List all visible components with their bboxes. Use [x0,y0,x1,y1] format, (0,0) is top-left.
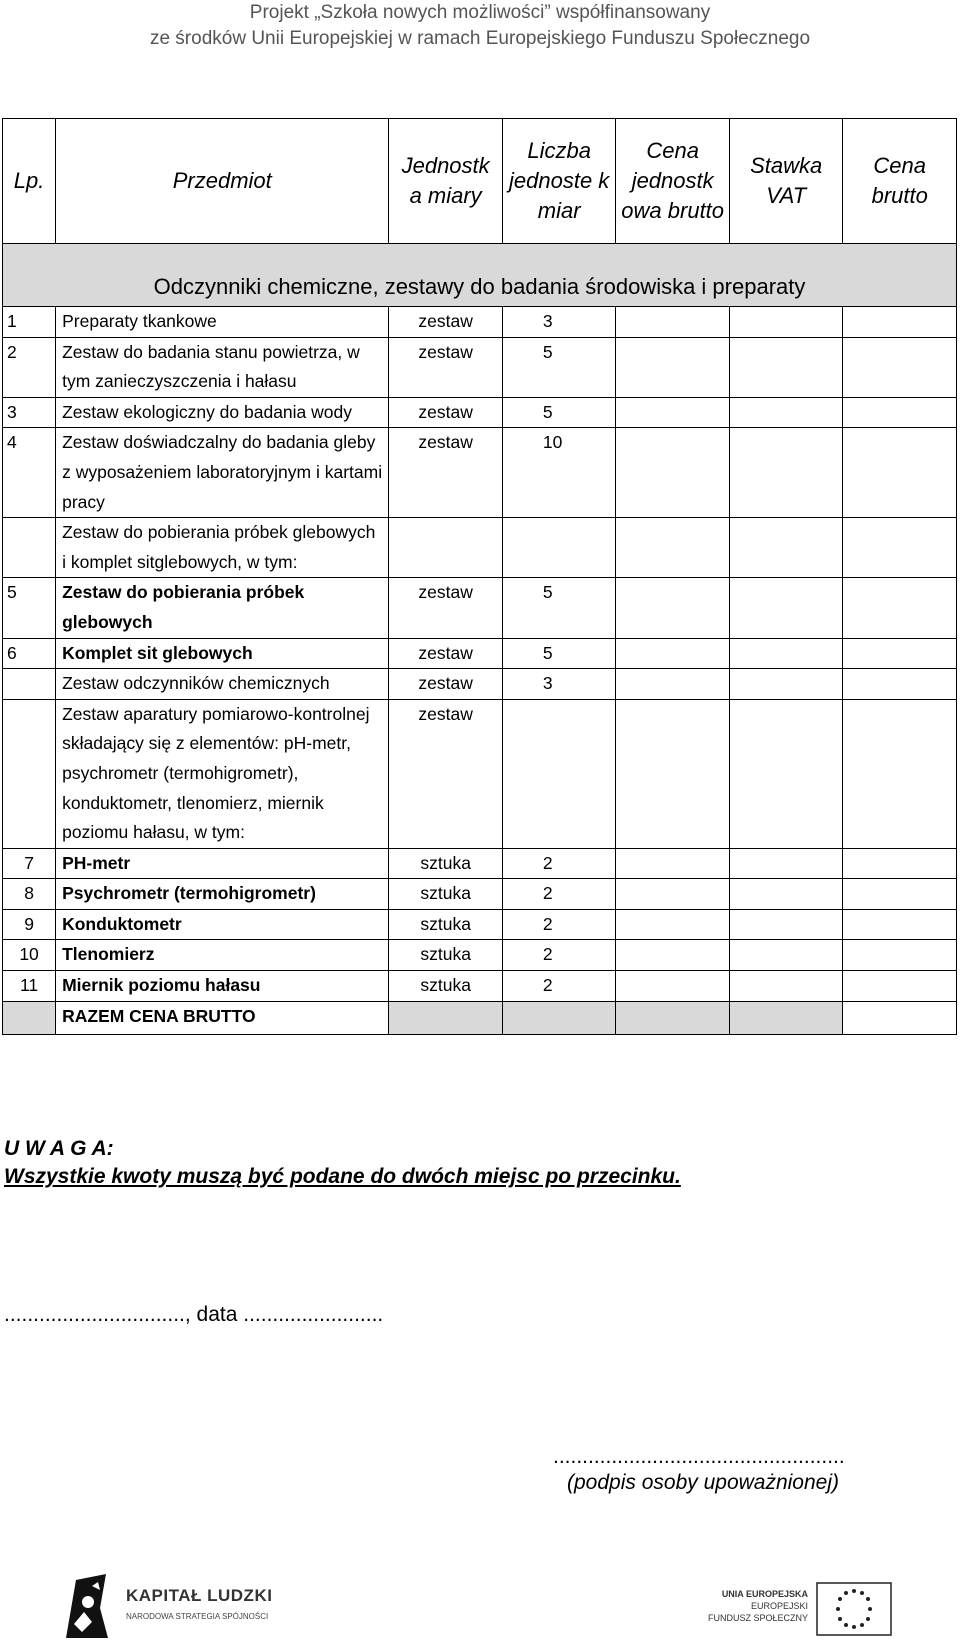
cell-empty [616,638,730,669]
table-row [3,940,957,971]
cell-lp: 6 [3,638,56,669]
cell-empty [729,879,843,910]
table-row [3,578,957,638]
cell-qty: 2 [502,971,616,1002]
date-line: ..............................., data ........................ [4,1303,384,1326]
table-row [3,699,957,848]
total-row [3,1001,957,1034]
cell-empty [729,940,843,971]
cell-empty [729,848,843,879]
eu-logo [700,1582,950,1642]
cell-empty [729,578,843,638]
cell-qty: 2 [502,879,616,910]
cell-lp: 8 [3,879,56,910]
cell-empty [616,971,730,1002]
cell-qty: 2 [502,940,616,971]
table-row [3,337,957,397]
cell-empty [616,879,730,910]
cell-qty: 5 [502,638,616,669]
cell-empty [729,699,843,848]
cell-empty [729,971,843,1002]
header-line-2: ze środków Unii Europejskiej w ramach Europejskiego Funduszu Społecznego [149,28,811,49]
cell-empty [843,578,957,638]
cell-empty [616,337,730,397]
col-header-gross: Cena brutto [843,119,957,244]
col-header-vat: Stawka VAT [729,119,843,244]
header-line-1: Projekt „Szkoła nowych możliwości” współfinansowany [249,2,711,23]
cell-empty [729,397,843,428]
table-row [3,669,957,700]
cell-empty [616,397,730,428]
table-header-row [3,119,957,244]
cell-qty: 2 [502,848,616,879]
note-title: U W A G A: [4,1137,114,1160]
cell-item: Zestaw do pobierania próbek glebowych [56,578,389,638]
cell-empty [616,699,730,848]
cell-empty [729,518,843,578]
cell-lp: 7 [3,848,56,879]
table-row [3,909,957,940]
cell-lp [3,669,56,700]
col-header-lp: Lp. [3,119,56,244]
eu-logo-line-3: FUNDUSZ SPOŁECZNY [707,1613,808,1623]
logo-left-title: KAPITAŁ LUDZKI [126,1586,273,1605]
signature-label: (podpis osoby upoważnionej) [567,1471,840,1494]
cell-empty [843,848,957,879]
cell-empty [843,699,957,848]
cell-empty [616,518,730,578]
cell-lp: 3 [3,397,56,428]
cell-empty [616,428,730,518]
cell-lp [3,518,56,578]
cell-item: PH-metr [56,848,389,879]
cell-empty [843,337,957,397]
cell-empty [843,397,957,428]
cell-unit: zestaw [389,428,503,518]
cell-item: Zestaw ekologiczny do badania wody [56,397,389,428]
section-title: Odczynniki chemiczne, zestawy do badania środowiska i preparaty [3,244,957,307]
cell-unit: zestaw [389,699,503,848]
cell-empty [502,1001,616,1034]
cell-empty [729,669,843,700]
table-row [3,307,957,338]
cell-unit: sztuka [389,879,503,910]
cell-unit [389,518,503,578]
cell-empty [729,307,843,338]
cell-empty [3,1001,56,1034]
cell-item: Zestaw odczynników chemicznych [56,669,389,700]
table-row [3,397,957,428]
cell-lp: 2 [3,337,56,397]
eu-logo-line-2: EUROPEJSKI [750,1601,808,1611]
cell-unit: sztuka [389,909,503,940]
cell-qty: 5 [502,337,616,397]
cell-lp: 4 [3,428,56,518]
cell-empty [843,909,957,940]
cell-item: Miernik poziomu hałasu [56,971,389,1002]
cell-empty [616,909,730,940]
col-header-qty: Liczba jednoste k miar [502,119,616,244]
col-header-item: Przedmiot [56,119,389,244]
kapital-ludzki-emblem-icon [62,1572,112,1640]
cell-empty [843,940,957,971]
section-row [3,244,957,307]
cell-item: Psychrometr (termohigrometr) [56,879,389,910]
cell-item: Zestaw do badania stanu powietrza, w tym zanieczyszczenia i hałasu [56,337,389,397]
cell-unit: sztuka [389,971,503,1002]
total-value-cell [843,1001,957,1034]
cell-empty [616,1001,730,1034]
cell-empty [616,669,730,700]
eu-logo-text [700,1588,808,1624]
cell-empty [616,848,730,879]
cell-qty: 3 [502,307,616,338]
cell-item: Zestaw aparatury pomiarowo-kontrolnej składający się z elementów: pH-metr, psychrometr (termohigrometr), konduktometr, tlenomierz, miernik poziomu hałasu, w tym: [56,699,389,848]
cell-empty [843,307,957,338]
cell-empty [729,909,843,940]
total-label: RAZEM CENA BRUTTO [56,1001,389,1034]
kapital-ludzki-logo [62,1572,322,1640]
cell-empty [729,337,843,397]
table-row [3,518,957,578]
table-row [3,848,957,879]
cell-unit: zestaw [389,638,503,669]
table-row [3,428,957,518]
cell-lp: 1 [3,307,56,338]
eu-flag-icon [816,1582,892,1636]
cell-empty [389,1001,503,1034]
cell-item: Komplet sit glebowych [56,638,389,669]
eu-logo-line-1: UNIA EUROPEJSKA [721,1589,808,1599]
table-row [3,638,957,669]
cell-qty: 5 [502,397,616,428]
cell-qty: 2 [502,909,616,940]
cell-unit: zestaw [389,578,503,638]
col-header-unit-price: Cena jednostk owa brutto [616,119,730,244]
cell-empty [729,428,843,518]
cell-lp: 10 [3,940,56,971]
table-row [3,971,957,1002]
cell-lp [3,699,56,848]
cell-empty [843,518,957,578]
cell-empty [729,638,843,669]
cell-unit: zestaw [389,307,503,338]
cell-qty [502,518,616,578]
cell-empty [616,307,730,338]
col-header-unit: Jednostk a miary [389,119,503,244]
cell-empty [729,1001,843,1034]
cell-unit: zestaw [389,337,503,397]
cell-empty [843,428,957,518]
cell-lp: 11 [3,971,56,1002]
logo-left-subtitle: NARODOWA STRATEGIA SPÓJNOŚCI [126,1612,269,1621]
cell-empty [616,940,730,971]
price-table [2,118,957,1035]
cell-qty: 5 [502,578,616,638]
cell-unit: sztuka [389,940,503,971]
cell-unit: zestaw [389,397,503,428]
cell-empty [843,669,957,700]
cell-empty [843,879,957,910]
cell-qty: 3 [502,669,616,700]
cell-empty [843,638,957,669]
cell-item: Preparaty tkankowe [56,307,389,338]
cell-qty: 10 [502,428,616,518]
cell-lp: 9 [3,909,56,940]
cell-empty [843,971,957,1002]
cell-qty [502,699,616,848]
cell-item: Tlenomierz [56,940,389,971]
cell-lp: 5 [3,578,56,638]
cell-item: Zestaw doświadczalny do badania gleby z wyposażeniem laboratoryjnym i kartami pracy [56,428,389,518]
cell-item: Konduktometr [56,909,389,940]
cell-empty [616,578,730,638]
signature-line: .................................................. [553,1445,845,1468]
table-row [3,879,957,910]
note-text: Wszystkie kwoty muszą być podane do dwóch miejsc po przecinku. [4,1165,681,1188]
cell-item: Zestaw do pobierania próbek glebowych i komplet sitglebowych, w tym: [56,518,389,578]
cell-unit: sztuka [389,848,503,879]
cell-unit: zestaw [389,669,503,700]
